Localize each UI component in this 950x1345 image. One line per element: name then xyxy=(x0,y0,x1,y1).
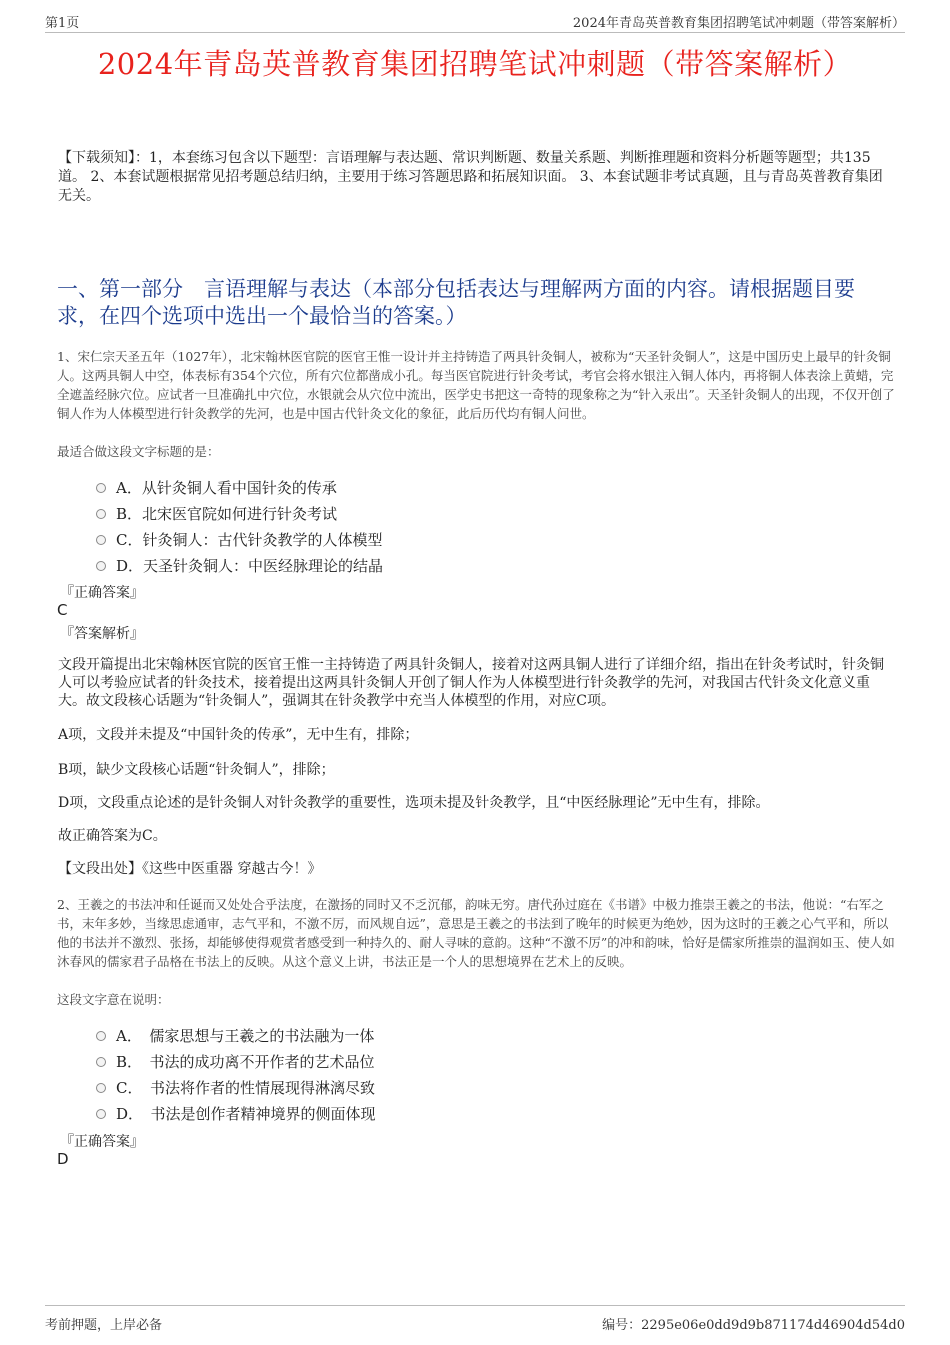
footer-doc-id: 编号：2295e06e0dd9d9b871174d46904d54d0 xyxy=(602,1318,905,1333)
question-2-option-d[interactable] xyxy=(96,1103,376,1124)
option-label: B．北宋医官院如何进行针灸考试 xyxy=(116,505,338,523)
analysis-paragraph: D项，文段重点论述的是针灸铜人对针灸教学的重要性，选项未提及针灸教学，且“中医经脉理论”无中生有，排除。 xyxy=(58,795,770,811)
analysis-paragraph: A项，文段并未提及“中国针灸的传承”，无中生有，排除； xyxy=(58,727,419,743)
analysis-paragraph: 故正确答案为C。 xyxy=(58,828,167,844)
question-1-answer-label: 『正确答案』 xyxy=(60,585,144,601)
download-notice: 【下载须知】：1，本套练习包含以下题型：言语理解与表达题、常识判断题、数量关系题、判断推理题和资料分析题等题型；共135道。 2、本套试题根据常见招考题总结归纳，主要用于练习答题思路和拓展知识面。 3、本套试题非考试真题，且与青岛英普教育集团无关。 xyxy=(58,150,883,204)
section-heading: 一、第一部分 言语理解与表达（本部分包括表达与理解两方面的内容。请根据题目要求，在四个选项中选出一个最恰当的答案。） xyxy=(57,277,855,328)
question-1-text: 1、宋仁宗天圣五年（1027年），北宋翰林医官院的医官王惟一设计并主持铸造了两具针灸铜人，被称为“天圣针灸铜人”，这是中国历史上最早的针灸铜人。这两具铜人中空，体表标有354个穴位，所有穴位都凿成小孔。每当医官院进行针灸考试，考官会将水银注入铜人体内，再将铜人体表涂上黄蜡，完全遮盖经脉穴位。应试者一旦准确扎中穴位，水银就会从穴位中流出，医学史书把这一奇特的现象称之为“针入汞出”。天圣针灸铜人的出现，不仅开创了铜人作为人体模型进行针灸教学的先河，也是中国古代针灸文化的象征，此后历代均有铜人问世。 xyxy=(57,349,895,421)
question-2-text: 2、王羲之的书法冲和任诞而又处处合乎法度，在激扬的同时又不乏沉郁，韵味无穷。唐代孙过庭在《书谱》中极力推崇王羲之的书法，他说：“右军之书，末年多妙，当缘思虑通审，志气平和，不激不厉，而风规自远”，意思是王羲之的书法到了晚年的时候更为绝妙，因为这时的王羲之心气平和，所以他的书法并不激烈、张扬，却能够使得观赏者感受到一种持久的、耐人寻味的意韵。这种“不激不厉”的冲和韵味，恰好是儒家所推崇的温润如玉、使人如沐春风的儒家君子品格在书法上的反映。从这个意义上讲，书法正是一个人的思想境界在艺术上的反映。 xyxy=(57,897,895,969)
question-2-prompt: 这段文字意在说明： xyxy=(57,992,170,1007)
question-2-option-a[interactable] xyxy=(96,1025,374,1046)
question-1-prompt: 最适合做这段文字标题的是： xyxy=(57,444,220,459)
option-label: B． 书法的成功离不开作者的艺术品位 xyxy=(116,1053,375,1071)
radio-icon[interactable] xyxy=(96,561,106,571)
question-1-option-a[interactable] xyxy=(96,477,337,498)
analysis-paragraph: 文段开篇提出北宋翰林医官院的医官王惟一主持铸造了两具针灸铜人，接着对这两具铜人进行了详细介绍，指出在针灸考试时，针灸铜人可以考验应试者的针灸技术，接着提出这两具针灸铜人开创了铜人作为人体模型进行针灸教学的先河，对我国古代针灸文化意义重大。故文段核心话题为“针灸铜人”，强调其在针灸教学中充当人体模型的作用，对应C项。 xyxy=(58,657,884,709)
question-2-option-b[interactable] xyxy=(96,1051,375,1072)
question-1-analysis-label: 『答案解析』 xyxy=(60,626,144,642)
header-divider xyxy=(45,32,905,33)
option-label: A． 儒家思想与王羲之的书法融为一体 xyxy=(116,1027,375,1045)
analysis-paragraph: B项，缺少文段核心话题“针灸铜人”，排除； xyxy=(58,762,335,778)
footer-slogan: 考前押题，上岸必备 xyxy=(45,1318,163,1333)
radio-icon[interactable] xyxy=(96,483,106,493)
option-label: D．天圣针灸铜人：中医经脉理论的结晶 xyxy=(116,557,384,575)
analysis-source: 【文段出处】《这些中医重器 穿越古今！》 xyxy=(58,861,322,877)
question-1-option-c[interactable] xyxy=(96,529,382,550)
option-label: D． 书法是创作者精神境界的侧面体现 xyxy=(116,1105,376,1123)
option-label: C．针灸铜人：古代针灸教学的人体模型 xyxy=(116,531,383,549)
option-label: C． 书法将作者的性情展现得淋漓尽致 xyxy=(116,1079,375,1097)
radio-icon[interactable] xyxy=(96,1031,106,1041)
question-1-option-d[interactable] xyxy=(96,555,383,576)
radio-icon[interactable] xyxy=(96,1057,106,1067)
page-number: 第1页 xyxy=(45,16,80,31)
question-2-option-c[interactable] xyxy=(96,1077,375,1098)
question-2-answer-label: 『正确答案』 xyxy=(60,1134,144,1150)
radio-icon[interactable] xyxy=(96,1109,106,1119)
header-doc-title: 2024年青岛英普教育集团招聘笔试冲刺题（带答案解析） xyxy=(572,16,905,31)
radio-icon[interactable] xyxy=(96,509,106,519)
option-label: A．从针灸铜人看中国针灸的传承 xyxy=(116,479,337,497)
page-title: 2024年青岛英普教育集团招聘笔试冲刺题（带答案解析） xyxy=(97,47,853,81)
question-1-option-b[interactable] xyxy=(96,503,337,524)
question-1-answer: C xyxy=(57,601,68,619)
question-2-answer: D xyxy=(57,1150,69,1168)
footer-divider xyxy=(45,1305,905,1306)
radio-icon[interactable] xyxy=(96,535,106,545)
radio-icon[interactable] xyxy=(96,1083,106,1093)
